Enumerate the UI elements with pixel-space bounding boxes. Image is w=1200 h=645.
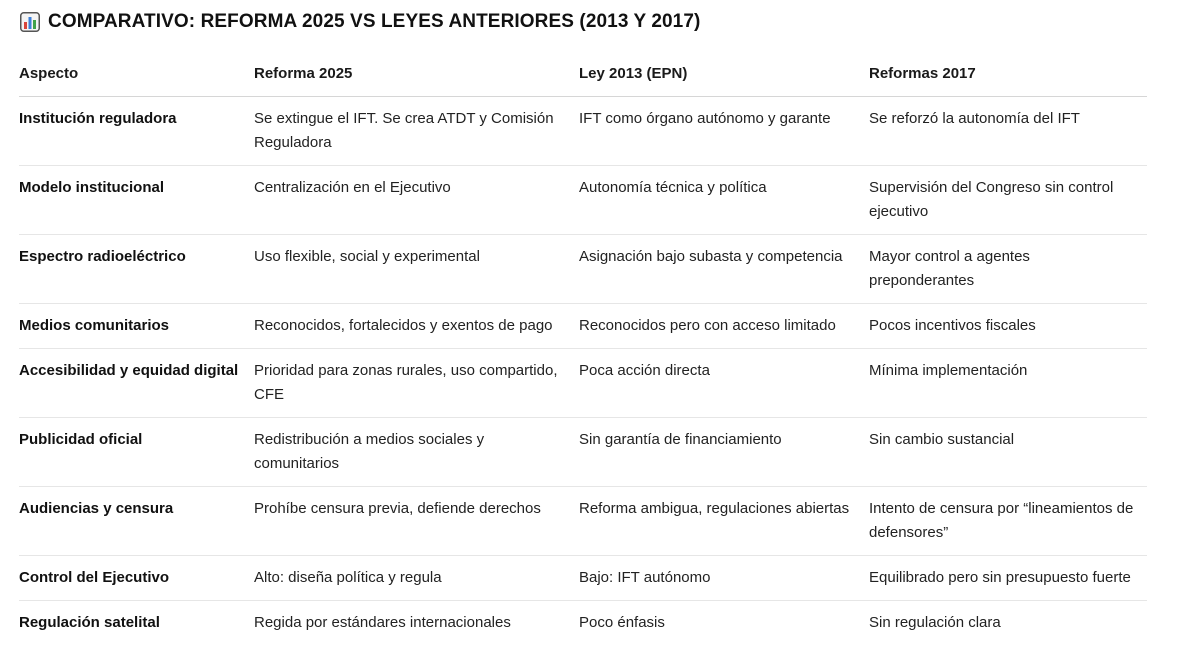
reforma-2025-cell: Se extingue el IFT. Se crea ATDT y Comisión Reguladora — [254, 97, 579, 166]
table-header-row — [19, 51, 1147, 97]
aspect-cell: Modelo institucional — [19, 166, 254, 235]
aspect-cell: Audiencias y censura — [19, 487, 254, 556]
aspect-cell: Control del Ejecutivo — [19, 556, 254, 601]
aspect-cell: Institución reguladora — [19, 97, 254, 166]
reformas-2017-cell: Mayor control a agentes preponderantes — [869, 235, 1147, 304]
reforma-2025-cell: Prohíbe censura previa, defiende derechos — [254, 487, 579, 556]
comparison-table — [19, 51, 1147, 645]
table-row — [19, 418, 1147, 487]
table-row — [19, 304, 1147, 349]
page-title-text: COMPARATIVO: REFORMA 2025 VS LEYES ANTERIORES (2013 Y 2017) — [48, 11, 700, 33]
table-row — [19, 556, 1147, 601]
reformas-2017-cell: Supervisión del Congreso sin control ejecutivo — [869, 166, 1147, 235]
aspect-cell: Publicidad oficial — [19, 418, 254, 487]
ley-2013-cell: Sin garantía de financiamiento — [579, 418, 869, 487]
reforma-2025-cell: Regida por estándares internacionales — [254, 601, 579, 645]
ley-2013-cell: Reforma ambigua, regulaciones abiertas — [579, 487, 869, 556]
ley-2013-cell: Asignación bajo subasta y competencia — [579, 235, 869, 304]
ley-2013-cell: Autonomía técnica y política — [579, 166, 869, 235]
reforma-2025-cell: Reconocidos, fortalecidos y exentos de pago — [254, 304, 579, 349]
table-row — [19, 166, 1147, 235]
ley-2013-cell: Reconocidos pero con acceso limitado — [579, 304, 869, 349]
header-aspecto: Aspecto — [19, 51, 254, 97]
reforma-2025-cell: Uso flexible, social y experimental — [254, 235, 579, 304]
header-reforma-2025: Reforma 2025 — [254, 51, 579, 97]
table-row — [19, 235, 1147, 304]
table-row — [19, 97, 1147, 166]
aspect-cell: Accesibilidad y equidad digital — [19, 349, 254, 418]
aspect-cell: Espectro radioeléctrico — [19, 235, 254, 304]
reformas-2017-cell: Se reforzó la autonomía del IFT — [869, 97, 1147, 166]
reformas-2017-cell: Equilibrado pero sin presupuesto fuerte — [869, 556, 1147, 601]
reforma-2025-cell: Centralización en el Ejecutivo — [254, 166, 579, 235]
reformas-2017-cell: Intento de censura por “lineamientos de defensores” — [869, 487, 1147, 556]
reformas-2017-cell: Mínima implementación — [869, 349, 1147, 418]
aspect-cell: Regulación satelital — [19, 601, 254, 645]
page-title — [20, 8, 700, 36]
reforma-2025-cell: Prioridad para zonas rurales, uso compartido, CFE — [254, 349, 579, 418]
ley-2013-cell: IFT como órgano autónomo y garante — [579, 97, 869, 166]
reformas-2017-cell: Sin regulación clara — [869, 601, 1147, 645]
ley-2013-cell: Poca acción directa — [579, 349, 869, 418]
table-row — [19, 349, 1147, 418]
ley-2013-cell: Bajo: IFT autónomo — [579, 556, 869, 601]
table-row — [19, 601, 1147, 645]
ley-2013-cell: Poco énfasis — [579, 601, 869, 645]
reforma-2025-cell: Redistribución a medios sociales y comunitarios — [254, 418, 579, 487]
table-row — [19, 487, 1147, 556]
reformas-2017-cell: Sin cambio sustancial — [869, 418, 1147, 487]
header-reformas-2017: Reformas 2017 — [869, 51, 1147, 97]
header-ley-2013: Ley 2013 (EPN) — [579, 51, 869, 97]
bar-chart-icon — [20, 12, 40, 32]
aspect-cell: Medios comunitarios — [19, 304, 254, 349]
reformas-2017-cell: Pocos incentivos fiscales — [869, 304, 1147, 349]
reforma-2025-cell: Alto: diseña política y regula — [254, 556, 579, 601]
